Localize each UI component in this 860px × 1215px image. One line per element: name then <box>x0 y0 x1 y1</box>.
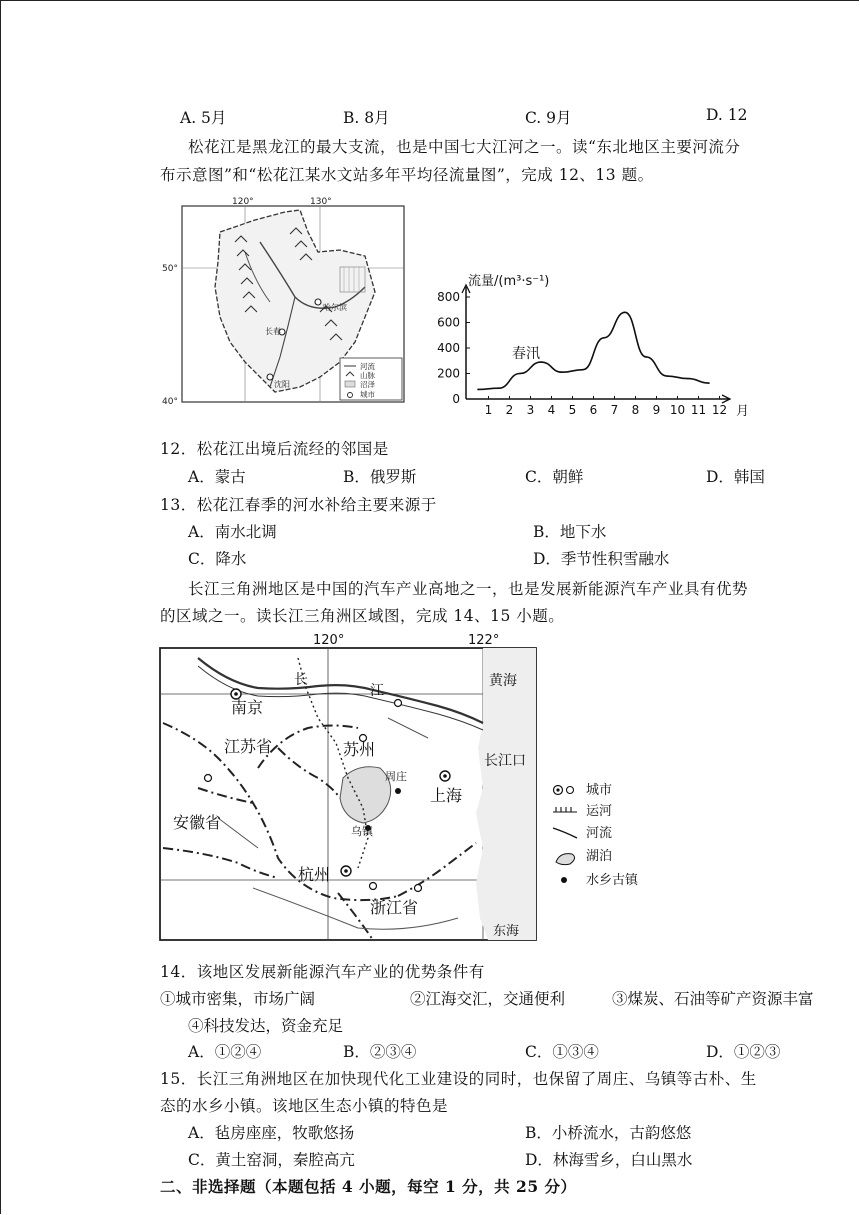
yangtze-delta-map <box>158 628 548 943</box>
legend-canal: 运河 <box>586 804 613 819</box>
map1-changchun: 长春 <box>265 327 281 336</box>
map2-lon-122: 122° <box>468 633 500 648</box>
map1-legend-mountain: 山脉 <box>360 371 375 380</box>
chart-x-tick-label: 10 <box>669 403 686 417</box>
chart-y-tick-label: 400 <box>437 341 460 355</box>
chart-point <box>519 373 521 375</box>
map2-donghai: 东海 <box>493 924 520 939</box>
northeast-river-map <box>160 192 415 417</box>
chart-y-tick-label: 200 <box>437 366 460 381</box>
chart-point <box>540 361 542 363</box>
chart-x-tick-label: 3 <box>526 403 535 417</box>
chart-point <box>624 312 626 314</box>
chart-y-tick-label: 0 <box>452 392 460 406</box>
intro-12-13-line1: 松花江是黑龙江的最大支流，也是中国七大江河之一。读“东北地区主要河流分 <box>188 138 741 156</box>
chart-point <box>666 375 668 377</box>
legend-river: 河流 <box>586 826 613 841</box>
map2-nanjing: 南京 <box>231 698 264 717</box>
map2-zhejiang: 浙江省 <box>370 898 419 917</box>
chart-ylabel: 流量/(m³·s⁻¹) <box>468 274 550 289</box>
map2-jiang: 江 <box>370 683 384 699</box>
q12-option-c[interactable]: C．朝鲜 <box>525 468 584 486</box>
chart-point <box>477 389 479 391</box>
chart-point <box>645 356 647 358</box>
chart-x-tick-label: 9 <box>652 403 661 417</box>
q14-option-d[interactable]: D．①②③ <box>706 1043 781 1061</box>
map1-harbin: 哈尔滨 <box>323 303 347 312</box>
legend-city: 城市 <box>586 783 613 798</box>
map2-chang: 长 <box>294 672 308 688</box>
map1-lon-120: 120° <box>232 197 254 207</box>
q15-stem-line2: 态的水乡小镇。该地区生态小镇的特色是 <box>160 1097 449 1115</box>
chart-xlabel: 月 <box>736 404 750 419</box>
map2-shanghai: 上海 <box>430 786 463 805</box>
chart-x-tick-label: 1 <box>484 403 493 417</box>
q11-option-d[interactable]: D. 12 <box>706 106 748 124</box>
map2-jiangsu: 江苏省 <box>224 737 273 756</box>
q14-condition-2: ②江海交汇，交通便利 <box>410 990 566 1008</box>
q12-option-a[interactable]: A．蒙古 <box>188 468 246 486</box>
map1-lon-130: 130° <box>310 197 332 207</box>
q14-stem: 14．该地区发展新能源汽车产业的优势条件有 <box>160 963 485 981</box>
map2-suzhou: 苏州 <box>343 740 376 759</box>
q13-stem: 13．松花江春季的河水补给主要来源于 <box>160 496 437 514</box>
chart-x-tick-label: 2 <box>505 403 514 417</box>
section-2-heading: 二、非选择题（本题包括 4 小题，每空 1 分，共 25 分） <box>160 1177 577 1196</box>
map1-shenyang: 沈阳 <box>274 380 290 389</box>
q15-option-a[interactable]: A．毡房座座，牧歌悠扬 <box>188 1124 355 1142</box>
chart-point <box>603 337 605 339</box>
q12-option-b[interactable]: B．俄罗斯 <box>343 468 417 486</box>
map2-huanghai: 黄海 <box>489 673 517 689</box>
q15-option-b[interactable]: B．小桥流水，古韵悠悠 <box>525 1124 692 1142</box>
chart-x-tick-label: 7 <box>610 403 619 417</box>
chart-point <box>687 378 689 380</box>
q14-option-c[interactable]: C．①③④ <box>525 1043 599 1061</box>
map2-zhouzhuang: 周庄 <box>385 770 407 783</box>
q15-stem-line1: 15．长江三角洲地区在加快现代化工业建设的同时，也保留了周庄、乌镇等古朴、生 <box>160 1070 757 1088</box>
chart-x-tick-label: 11 <box>690 403 707 417</box>
chart-y-tick-label: 800 <box>437 290 460 304</box>
map2-lon-120: 120° <box>313 633 345 648</box>
q14-condition-1: ①城市密集，市场广阔 <box>160 990 316 1008</box>
q13-option-b[interactable]: B．地下水 <box>533 523 607 541</box>
map1-legend-river: 河流 <box>360 362 375 371</box>
map2-changjiangkou: 长江口 <box>484 753 526 769</box>
chart-point <box>582 369 584 371</box>
q14-condition-4: ④科技发达，资金充足 <box>188 1017 344 1035</box>
map2-legend <box>550 780 680 895</box>
map1-legend-city: 城市 <box>360 390 375 399</box>
q12-stem: 12．松花江出境后流经的邻国是 <box>160 440 389 458</box>
runoff-chart <box>430 265 775 425</box>
chart-x-tick-label: 8 <box>631 403 640 417</box>
q15-option-c[interactable]: C．黄土窑洞，秦腔高亢 <box>188 1151 355 1169</box>
map1-lat-50: 50° <box>162 264 178 274</box>
intro-12-13-line2: 布示意图”和“松花江某水文站多年平均径流量图”，完成 12、13 题。 <box>160 166 654 184</box>
map2-hangzhou: 杭州 <box>298 865 331 884</box>
q13-option-a[interactable]: A．南水北调 <box>188 523 277 541</box>
q11-option-c[interactable]: C. 9月 <box>525 109 572 127</box>
q14-option-b[interactable]: B．②③④ <box>343 1043 417 1061</box>
q12-option-d[interactable]: D．韩国 <box>706 468 765 486</box>
chart-x-tick-label: 5 <box>568 403 577 417</box>
map2-wuzhen: 乌镇 <box>351 825 373 838</box>
chart-x-tick-label: 4 <box>547 403 556 417</box>
chart-y-tick-label: 600 <box>437 315 460 330</box>
chart-x-tick-label: 6 <box>589 403 598 417</box>
legend-water-town: 水乡古镇 <box>586 873 639 888</box>
map1-lat-40: 40° <box>162 397 178 407</box>
map2-anhui: 安徽省 <box>173 813 222 832</box>
q13-option-d[interactable]: D．季节性积雪融水 <box>533 550 670 568</box>
q15-option-d[interactable]: D．林海雪乡，白山黑水 <box>525 1151 693 1169</box>
chart-x-tick-label: 12 <box>711 403 728 417</box>
map1-legend-marsh: 沼泽 <box>360 380 375 389</box>
intro-14-15-line2: 的区域之一。读长江三角洲区域图，完成 14、15 小题。 <box>160 607 565 625</box>
q13-option-c[interactable]: C．降水 <box>188 550 247 568</box>
q14-option-a[interactable]: A．①②④ <box>188 1043 262 1061</box>
q11-option-b[interactable]: B. 8月 <box>343 109 390 127</box>
chart-annotation-chunxun: 春汛 <box>512 346 540 362</box>
chart-point <box>561 371 563 373</box>
chart-point <box>708 382 710 384</box>
legend-lake: 湖泊 <box>586 849 613 864</box>
intro-14-15-line1: 长江三角洲地区是中国的汽车产业高地之一，也是发展新能源汽车产业具有优势 <box>188 580 749 598</box>
q14-condition-3: ③煤炭、石油等矿产资源丰富 <box>612 990 814 1008</box>
chart-point <box>498 387 500 389</box>
q11-option-a[interactable]: A. 5月 <box>180 109 227 127</box>
